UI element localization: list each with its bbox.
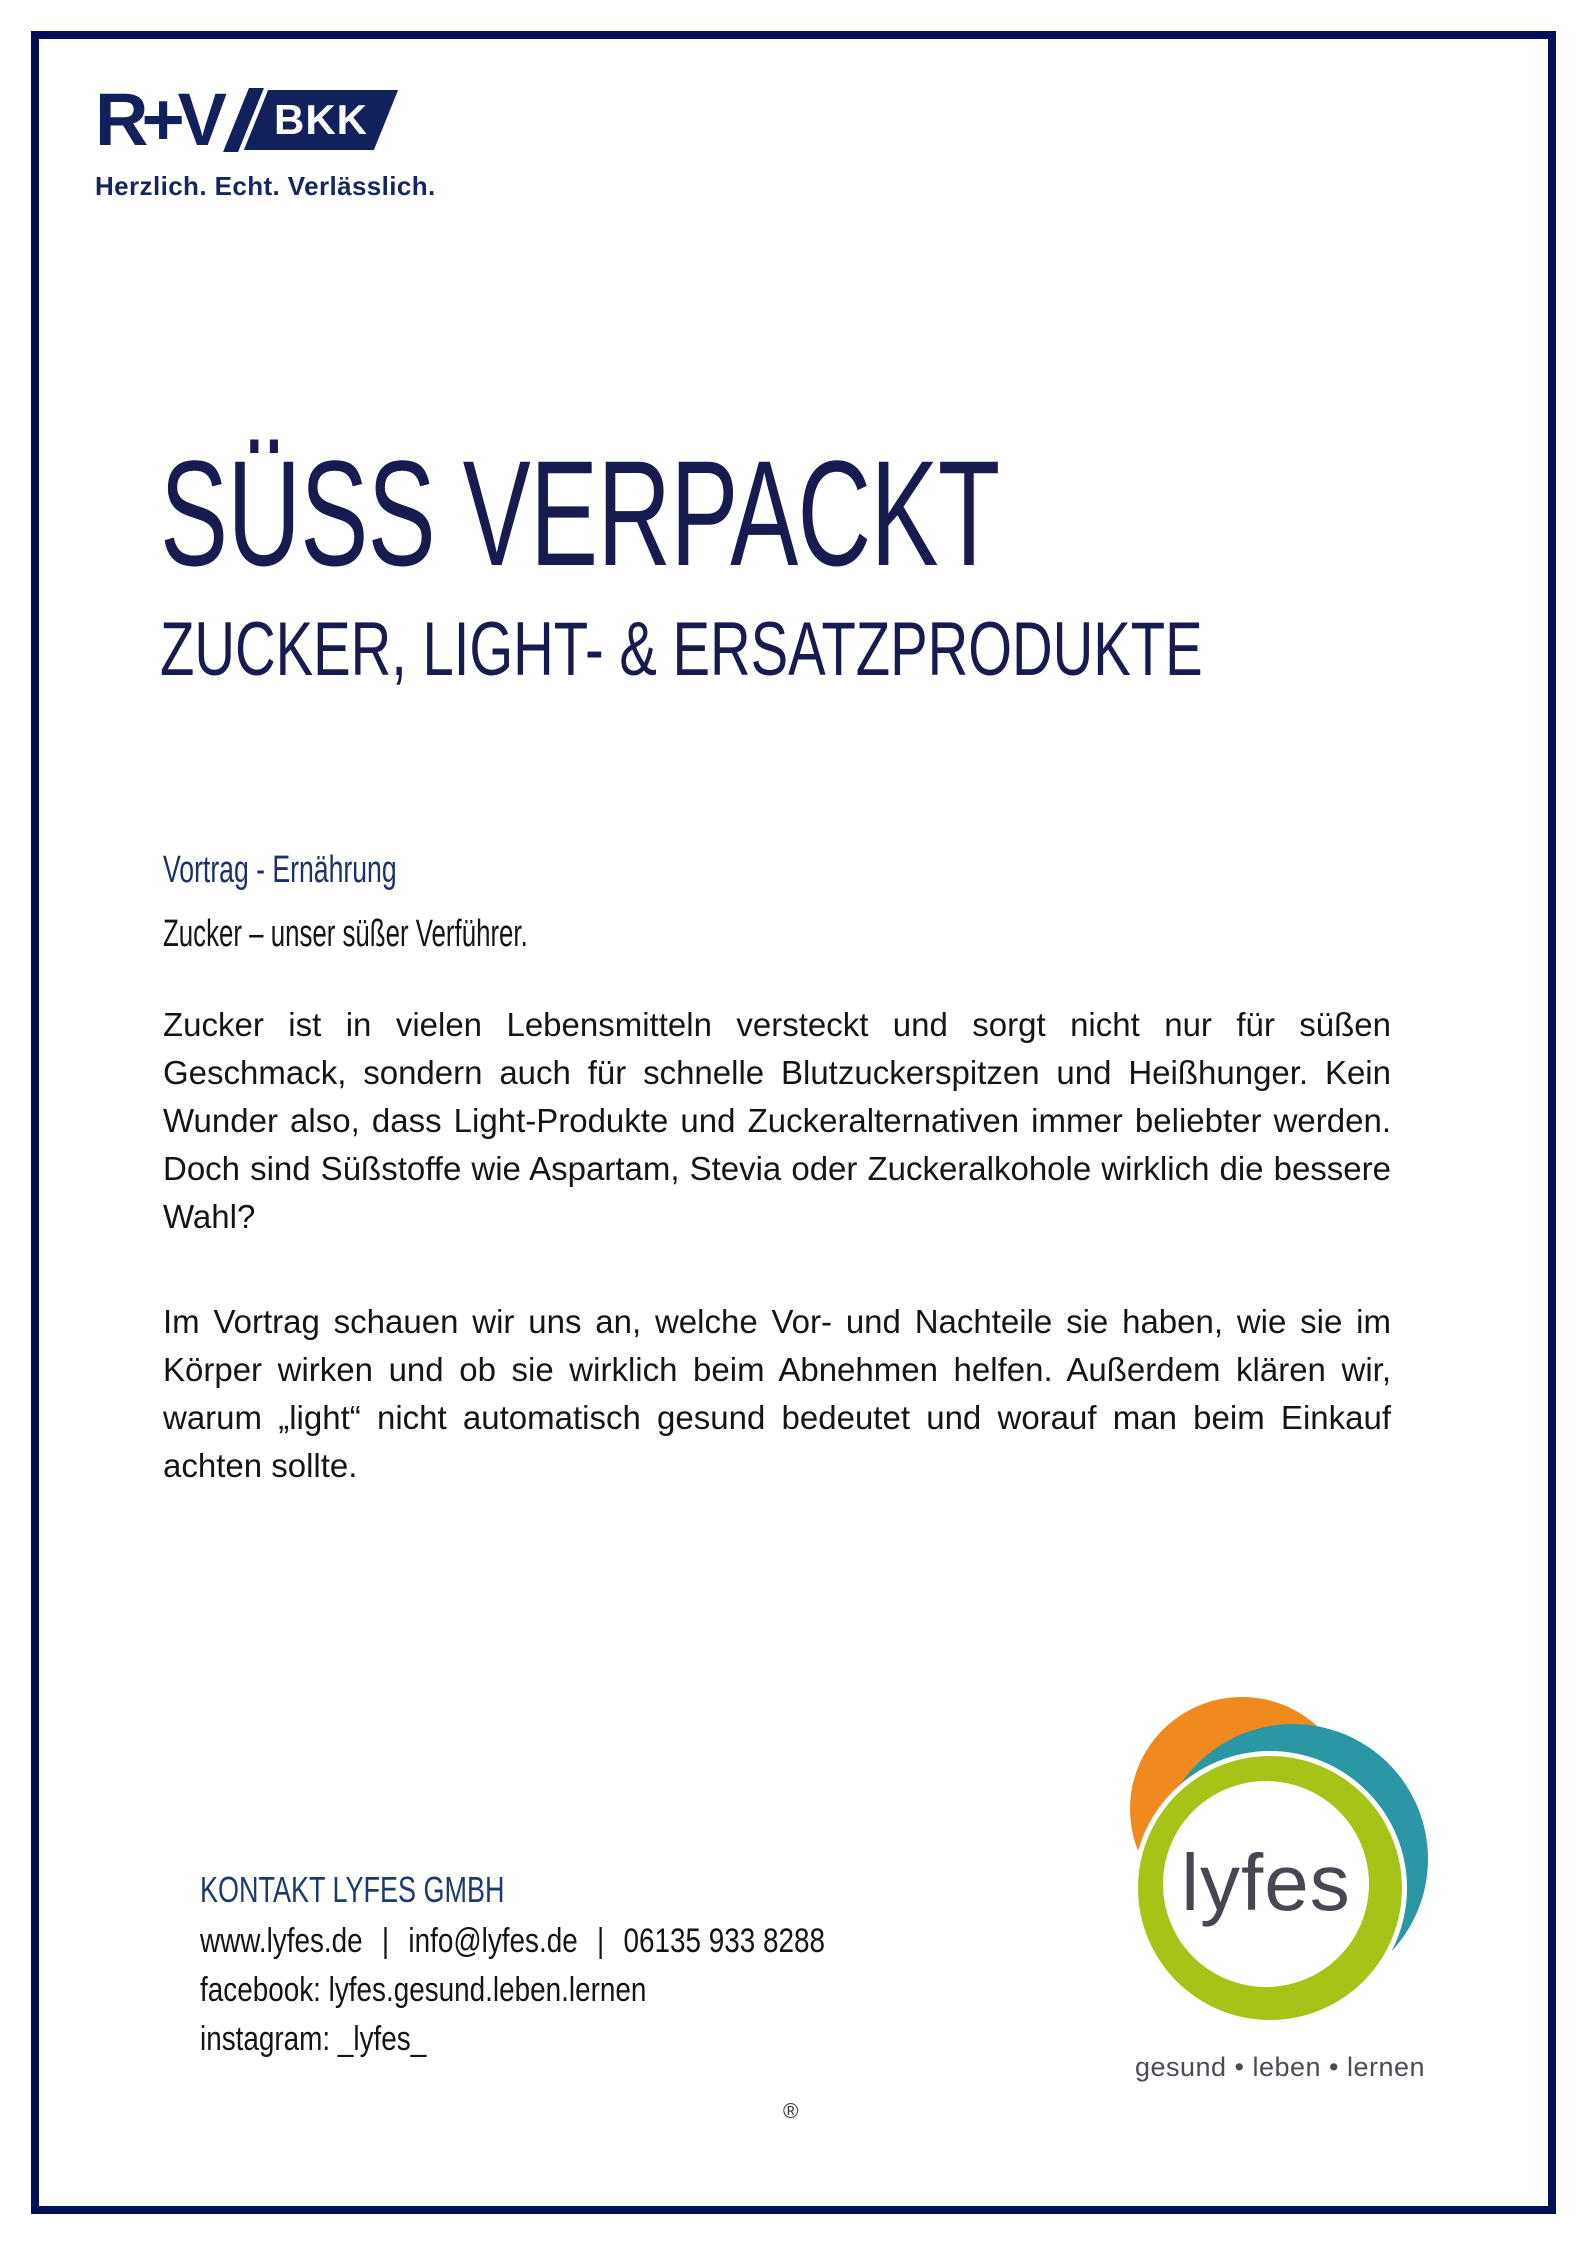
lyfes-wordmark: lyfes xyxy=(1181,1838,1351,1927)
rv-bkk-logo xyxy=(95,78,386,161)
contact-line-main xyxy=(200,1917,825,1966)
lyfes-logo-graphic xyxy=(1130,1694,1430,2039)
contact-heading: KONTAKT LYFES GMBH xyxy=(200,1869,505,1910)
rv-brand-text: R+V xyxy=(95,78,221,161)
bkk-box xyxy=(244,90,398,150)
contact-separator: | xyxy=(596,1922,605,1960)
page-title: SÜSS VERPACKT xyxy=(160,429,1000,597)
registered-mark: ® xyxy=(783,2100,799,2123)
contact-separator: | xyxy=(381,1922,390,1960)
body-paragraph-1: Zucker ist in vielen Lebensmitteln versteckt und sorgt nicht nur für süßen Geschmack, sondern auch für schnelle Blutzuckerspitzen und Heißhunger. Kein Wunder also, dass Light-Produkte und Zuckeralternativen immer beliebter werden. Doch sind Süßstoffe wie Aspartam, Stevia oder Zuckeralkohole wirklich die bessere Wahl? xyxy=(163,1006,1391,1235)
contact-website: www.lyfes.de xyxy=(200,1922,363,1960)
contact-phone: 06135 933 8288 xyxy=(623,1922,826,1960)
contact-facebook: facebook: lyfes.gesund.leben.lernen xyxy=(200,1971,647,2009)
lead-text: Zucker – unser süßer Verführer. xyxy=(163,913,528,955)
lyfes-slogan: gesund • leben • lernen xyxy=(1134,2052,1426,2082)
contact-lines xyxy=(200,1917,825,2064)
brand-tagline: Herzlich. Echt. Verlässlich. xyxy=(95,171,436,201)
category-label: Vortrag - Ernährung xyxy=(163,849,397,891)
lyfes-logo xyxy=(1130,1694,1430,2039)
body-paragraph-2: Im Vortrag schauen wir uns an, welche Vor- und Nachteile sie haben, wie sie im Körper wirken und ob sie wirklich beim Abnehmen helfen. Außerdem klären wir, warum „light“ nicht automatisch gesund bedeutet und worauf man beim Einkauf achten sollte. xyxy=(163,1303,1391,1484)
contact-email: info@lyfes.de xyxy=(408,1922,578,1960)
contact-instagram: instagram: _lyfes_ xyxy=(200,2020,427,2058)
bkk-label: BKK xyxy=(274,96,369,143)
page-subtitle: ZUCKER, LIGHT- & ERSATZPRODUKTE xyxy=(160,607,1203,692)
